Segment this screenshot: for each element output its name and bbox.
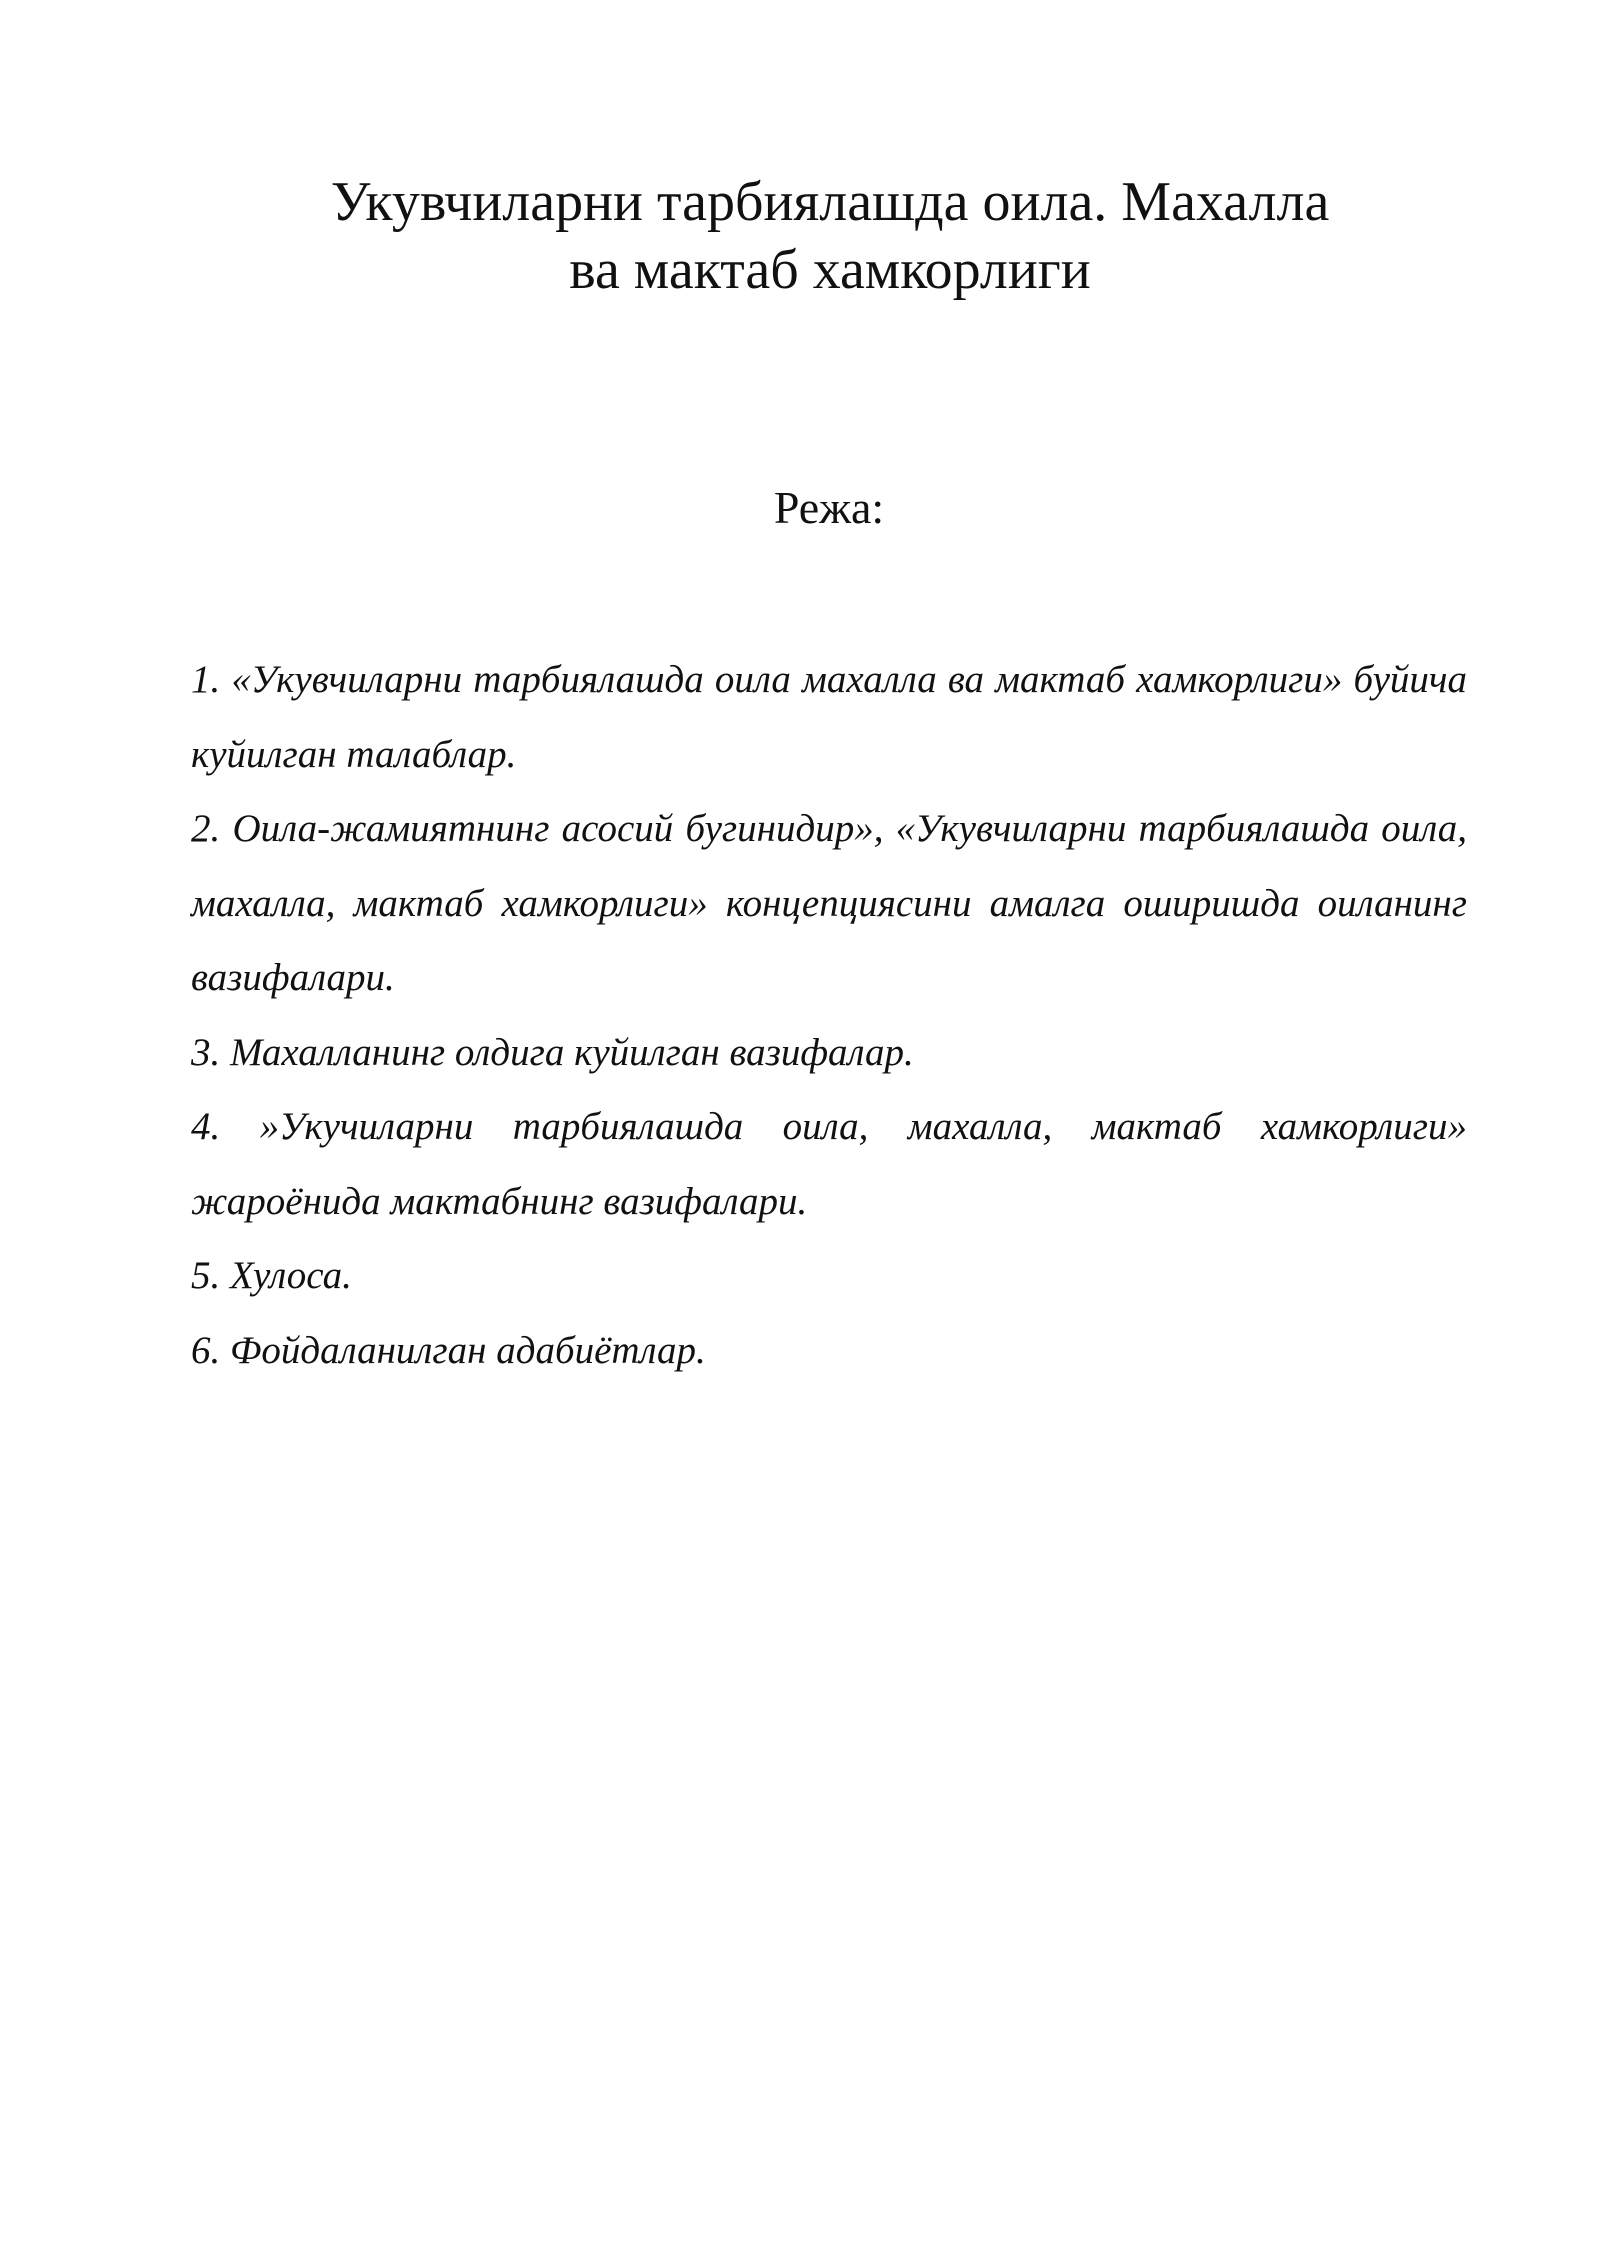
plan-item-6: 6. Фойдаланилган адабиётлар. <box>191 1328 706 1372</box>
plan-list <box>191 643 1467 1388</box>
plan-item-4: 4. »Укучиларни тарбиялашда оила, махалла, мактаб хамкорлиги» жароёнида мактабнинг вазифалари. <box>191 1105 1467 1223</box>
plan-item-5: 5. Хулоса. <box>191 1254 352 1297</box>
plan-item-3: 3. Махалланинг олдига куйилган вазифалар. <box>191 1030 914 1074</box>
plan-heading: Режа: <box>773 482 885 533</box>
document-title <box>190 168 1470 304</box>
title-line-1: Укувчиларни тарбиялашда оила. Махалла <box>330 171 1330 233</box>
title-line-2: ва мактаб хамкорлиги <box>569 239 1091 301</box>
plan-item-2: 2. Оила-жамиятнинг асосий бугинидир», «Укувчиларни тарбиялашда оила, махалла, мактаб хамкорлиги» концепциясини амалга оширишда оиланинг вазифалари. <box>191 807 1467 999</box>
plan-item-1: 1. «Укувчиларни тарбиялашда оила махалла ва мактаб хамкорлиги» буйича куйилган талаблар. <box>191 658 1467 776</box>
